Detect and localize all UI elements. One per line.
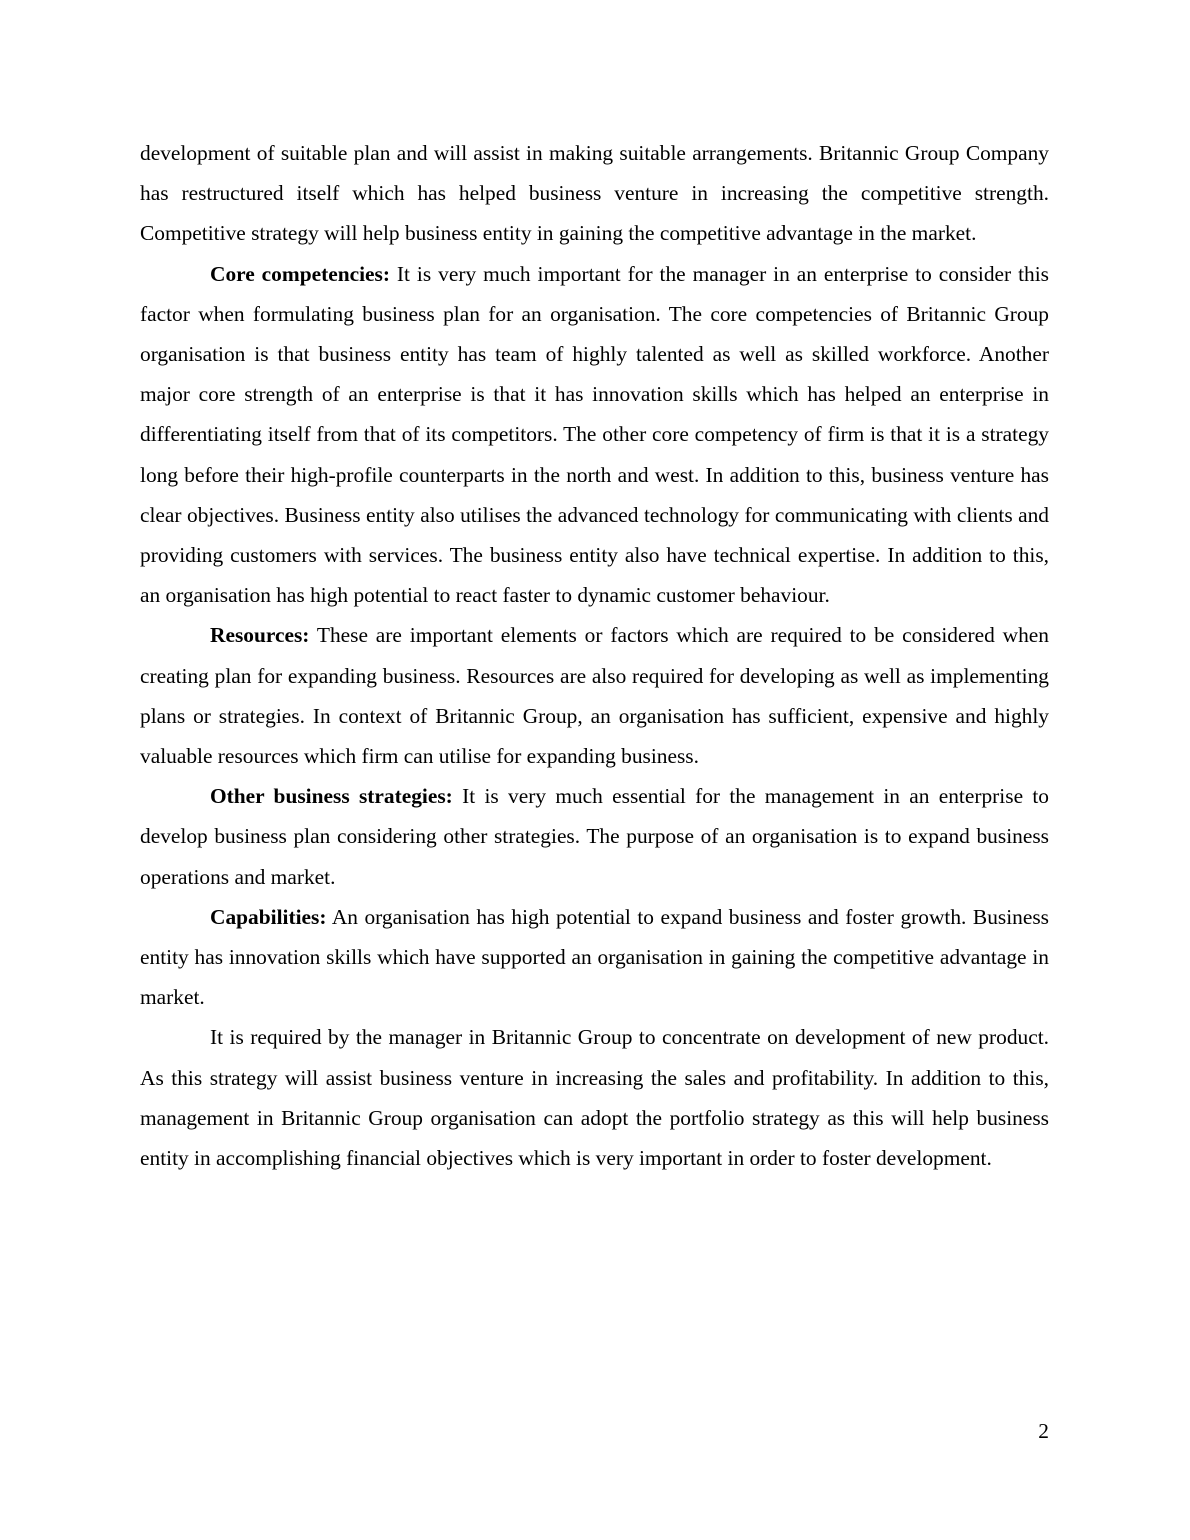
paragraph-capabilities <box>140 897 1049 1018</box>
paragraph-heading: Other business strategies: <box>210 784 453 809</box>
paragraph-text: It is very much important for the manager in an enterprise to consider this factor when formulating business plan for an organisation. The core competencies of Britannic Group organisation is that business entity has team of highly talented as well as skilled workforce. Another major core strength of an enterprise is that it has innovation skills which has helped an enterprise in differentiating itself from that of its competitors. The other core competency of firm is that it is a strategy long before their high-profile counterparts in the north and west. In addition to this, business venture has clear objectives. Business entity also utilises the advanced technology for communicating with clients and providing customers with services. The business entity also have technical expertise. In addition to this, an organisation has high potential to react faster to dynamic customer behaviour. <box>140 261 1050 608</box>
paragraph-text: development of suitable plan and will assist in making suitable arrangements. Britannic Group Company has restructured itself which has helped business venture in increasing the competitive strength. Competitive strategy will help business entity in gaining the competitive advantage in the market. <box>140 141 1049 246</box>
document-body <box>140 133 1049 1178</box>
paragraph-heading: Capabilities: <box>210 904 327 929</box>
page-number: 2 <box>1038 1419 1049 1443</box>
paragraph-new-product-strategy <box>140 1017 1049 1178</box>
paragraph-text: It is required by the manager in Britannic Group to concentrate on development of new product. As this strategy will assist business venture in increasing the sales and profitability. In addition to this, management in Britannic Group organisation can adopt the portfolio strategy as this will help business entity in accomplishing financial objectives which is very important in order to foster development. <box>140 1025 1049 1171</box>
paragraph-text: These are important elements or factors which are required to be considered when creating plan for expanding business. Resources are also required for developing as well as implementing plans or strategies. In context of Britannic Group, an organisation has sufficient, expensive and highly valuable resources which firm can utilise for expanding business. <box>140 623 1049 769</box>
paragraph-text: An organisation has high potential to expand business and foster growth. Business entity has innovation skills which have supported an organisation in gaining the competitive advantage in market. <box>140 904 1049 1010</box>
paragraph-core-competencies <box>140 254 1049 616</box>
paragraph-heading: Resources: <box>210 623 310 648</box>
paragraph-resources <box>140 615 1049 776</box>
paragraph-continuation <box>140 133 1049 254</box>
paragraph-heading: Core competencies: <box>210 261 390 286</box>
paragraph-text: It is very much essential for the management in an enterprise to develop business plan considering other strategies. The purpose of an organisation is to expand business operations and market. <box>140 784 1049 889</box>
paragraph-other-business-strategies <box>140 776 1049 897</box>
